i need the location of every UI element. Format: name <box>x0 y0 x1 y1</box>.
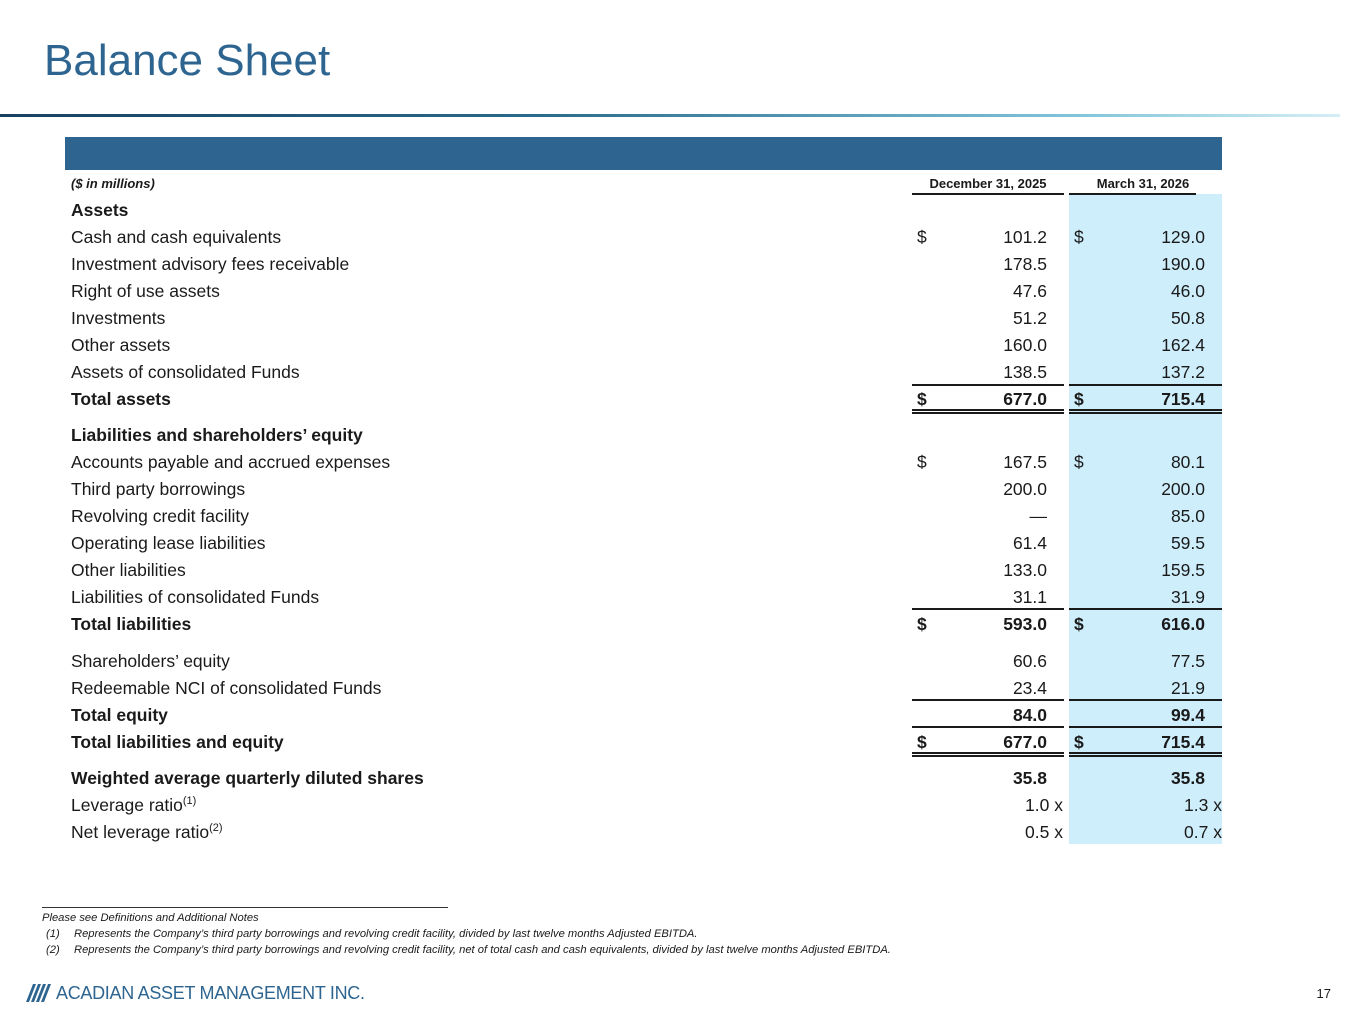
column-header-mar-2026: March 31, 2026 <box>1096 176 1190 191</box>
value-mar-2026: 137.2 <box>1161 362 1205 382</box>
row-label-text: Leverage ratio <box>71 795 183 815</box>
table-row <box>0 502 1365 529</box>
value-mar-2026: 85.0 <box>1170 506 1205 526</box>
title-divider <box>0 114 1340 117</box>
value-mar-2026: 0.7 x <box>1184 822 1222 842</box>
value-mar-2026: 200.0 <box>1161 479 1205 499</box>
table-row <box>0 250 1365 277</box>
column-header-rule <box>912 193 1064 195</box>
value-dec-2025: 133.0 <box>1003 560 1047 580</box>
row-label: Liabilities of consolidated Funds <box>71 587 320 607</box>
value-dec-2025: 61.4 <box>1012 533 1047 553</box>
table-header-bar <box>65 137 1222 170</box>
value-mar-2026: 129.0 <box>1161 227 1205 247</box>
value-dec-2025: 31.1 <box>1012 587 1047 607</box>
value-dec-2025: 160.0 <box>1003 335 1047 355</box>
currency-symbol: $ <box>917 732 927 752</box>
table-row <box>0 556 1365 583</box>
row-label: Right of use assets <box>71 281 220 301</box>
row-label: Assets of consolidated Funds <box>71 362 300 382</box>
footnote-number: (2) <box>46 944 60 956</box>
value-dec-2025: 167.5 <box>1003 452 1047 472</box>
table-row-total <box>0 610 1365 637</box>
value-dec-2025: 47.6 <box>1012 281 1047 301</box>
footnotes <box>42 910 891 958</box>
row-label: Weighted average quarterly diluted shares <box>71 768 424 788</box>
footnote-number: (1) <box>46 928 60 940</box>
table-row-total <box>0 764 1365 791</box>
row-label: Other assets <box>71 335 171 355</box>
row-label: Third party borrowings <box>71 479 246 499</box>
row-label: Total liabilities and equity <box>71 732 284 752</box>
footnote-item <box>42 926 891 942</box>
table-row-total <box>0 701 1365 728</box>
value-dec-2025: 51.2 <box>1012 308 1047 328</box>
row-label: Cash and cash equivalents <box>71 227 282 247</box>
currency-symbol: $ <box>1074 732 1084 752</box>
value-mar-2026: 616.0 <box>1161 614 1205 634</box>
row-label: Total liabilities <box>71 614 192 634</box>
value-mar-2026: 46.0 <box>1170 281 1205 301</box>
value-mar-2026: 80.1 <box>1170 452 1205 472</box>
value-dec-2025: 200.0 <box>1003 479 1047 499</box>
value-mar-2026: 59.5 <box>1170 533 1205 553</box>
row-label: Operating lease liabilities <box>71 533 266 553</box>
row-label <box>71 795 196 816</box>
value-dec-2025: 677.0 <box>1003 732 1047 752</box>
total-double-rule <box>912 752 1064 757</box>
currency-symbol: $ <box>1074 227 1084 247</box>
value-mar-2026: 50.8 <box>1170 308 1205 328</box>
units-label: ($ in millions) <box>71 176 155 191</box>
footnote-marker: (2) <box>209 822 223 834</box>
footnote-intro: Please see Definitions and Additional Notes <box>42 912 259 924</box>
value-mar-2026: 1.3 x <box>1184 795 1222 815</box>
table-row-section <box>0 196 1365 223</box>
table-row <box>0 448 1365 475</box>
value-mar-2026: 715.4 <box>1161 732 1205 752</box>
value-mar-2026: 159.5 <box>1161 560 1205 580</box>
table-row-section <box>0 421 1365 448</box>
value-dec-2025: 178.5 <box>1003 254 1047 274</box>
row-label: Shareholders’ equity <box>71 651 230 671</box>
row-label: Total equity <box>71 705 168 725</box>
row-label-text: Net leverage ratio <box>71 822 210 842</box>
table-row <box>0 223 1365 250</box>
value-dec-2025: 35.8 <box>1012 768 1047 788</box>
logo-stripes-icon <box>26 984 52 1002</box>
table-row <box>0 583 1365 610</box>
value-dec-2025: 1.0 x <box>1025 795 1063 815</box>
footnote-item <box>42 942 891 958</box>
footnote-text: Represents the Company’s third party borrowings and revolving credit facility, divided by last twelve months Adjusted EBITDA. <box>74 928 698 940</box>
value-dec-2025: 0.5 x <box>1025 822 1063 842</box>
currency-symbol: $ <box>917 227 927 247</box>
table-row <box>0 475 1365 502</box>
table-row <box>0 358 1365 385</box>
row-label: Investments <box>71 308 166 328</box>
row-label: Redeemable NCI of consolidated Funds <box>71 678 382 698</box>
column-header-rule <box>1069 193 1196 195</box>
currency-symbol: $ <box>917 614 927 634</box>
value-dec-2025: 138.5 <box>1003 362 1047 382</box>
value-dec-2025: 593.0 <box>1003 614 1047 634</box>
value-mar-2026: 162.4 <box>1161 335 1205 355</box>
table-row <box>0 331 1365 358</box>
value-mar-2026: 31.9 <box>1170 587 1205 607</box>
value-dec-2025: 84.0 <box>1012 705 1047 725</box>
page-number: 17 <box>1316 986 1331 1001</box>
total-double-rule <box>912 409 1064 414</box>
currency-symbol: $ <box>1074 452 1084 472</box>
row-label: Assets <box>71 200 129 220</box>
row-label: Liabilities and shareholders’ equity <box>71 425 363 445</box>
table-row <box>0 529 1365 556</box>
page-title: Balance Sheet <box>44 36 331 85</box>
value-mar-2026: 77.5 <box>1170 651 1205 671</box>
company-name: ACADIAN ASSET MANAGEMENT INC. <box>56 982 365 1003</box>
row-label: Accounts payable and accrued expenses <box>71 452 391 472</box>
value-dec-2025: 23.4 <box>1012 678 1047 698</box>
table-row <box>0 818 1365 845</box>
table-row <box>0 277 1365 304</box>
table-row-total <box>0 728 1365 755</box>
value-mar-2026: 35.8 <box>1170 768 1205 788</box>
total-double-rule <box>1069 752 1222 757</box>
row-label: Investment advisory fees receivable <box>71 254 350 274</box>
currency-symbol: $ <box>917 452 927 472</box>
value-mar-2026: 715.4 <box>1161 389 1205 409</box>
value-mar-2026: 190.0 <box>1161 254 1205 274</box>
currency-symbol: $ <box>1074 389 1084 409</box>
company-logo <box>26 983 365 1003</box>
row-label: Other liabilities <box>71 560 186 580</box>
currency-symbol: $ <box>1074 614 1084 634</box>
row-label: Total assets <box>71 389 171 409</box>
row-label: Revolving credit facility <box>71 506 249 526</box>
value-dec-2025: 101.2 <box>1003 227 1047 247</box>
footnote-text: Represents the Company’s third party borrowings and revolving credit facility, net of total cash and cash equivalents, divided by last twelve months Adjusted EBITDA. <box>74 944 891 956</box>
footnote-marker: (1) <box>182 795 197 807</box>
row-label <box>71 822 223 843</box>
column-header-dec-2025: December 31, 2025 <box>929 176 1047 191</box>
value-mar-2026: 99.4 <box>1170 705 1205 725</box>
table-row-total <box>0 385 1365 412</box>
value-mar-2026: 21.9 <box>1170 678 1205 698</box>
table-row <box>0 304 1365 331</box>
table-row <box>0 647 1365 674</box>
value-dec-2025: — <box>1029 506 1047 526</box>
value-dec-2025: 60.6 <box>1012 651 1047 671</box>
currency-symbol: $ <box>917 389 927 409</box>
table-row <box>0 791 1365 818</box>
total-double-rule <box>1069 409 1222 414</box>
value-dec-2025: 677.0 <box>1003 389 1047 409</box>
footnote-divider <box>42 907 448 908</box>
table-row <box>0 674 1365 701</box>
